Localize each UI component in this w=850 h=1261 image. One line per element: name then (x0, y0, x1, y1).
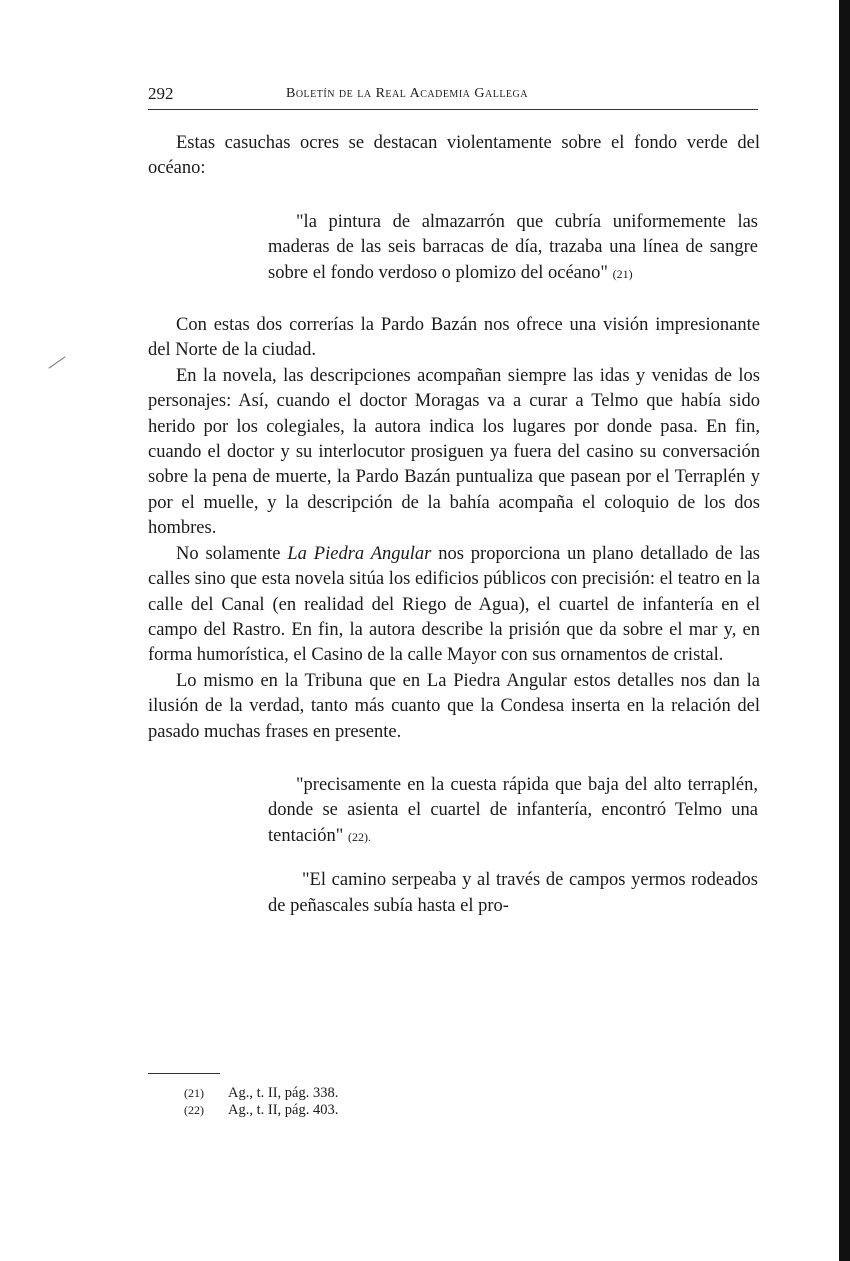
footnote-22 (148, 1102, 760, 1119)
paragraph-5: Lo mismo en la Tribuna que en La Piedra Angular estos detalles nos dan la ilusión de la verdad, tanto más cuanto que la Condesa inserta en la relación del pasado muchas frases en presente. (148, 670, 760, 742)
block-quote-2 (268, 773, 758, 850)
page-header (148, 84, 758, 110)
footnote-number: (21) (184, 1086, 204, 1100)
footnote-rule (148, 1073, 220, 1074)
paragraph-4 (148, 542, 760, 669)
running-title: Boletín de la Real Academia Gallega (286, 86, 528, 101)
quote-2-text: "precisamente en la cuesta rápida que baja del alto terraplén, donde se asienta el cuartel de infantería, encontró Telmo una tentación" (268, 774, 758, 846)
footnote-ref-22: (22). (347, 829, 371, 844)
block-quote-3 (268, 868, 758, 919)
quote-1-text: "la pintura de almazarrón que cubría uniformemente las maderas de las seis barracas de día, trazaba una línea de sangre sobre el fondo verdoso o plomizo del océano" (268, 211, 758, 283)
footnote-text: Ag., t. II, pág. 338. (228, 1085, 339, 1101)
header-rule (148, 109, 758, 110)
block-quote-1 (268, 210, 758, 287)
paragraph-1: Estas casuchas ocres se destacan violentamente sobre el fondo verde del océano: (148, 133, 760, 179)
footnote-21 (148, 1085, 760, 1102)
body-text (148, 131, 760, 919)
footnote-ref-21: (21) (612, 266, 633, 281)
quote-3-text: "El camino serpeaba y al través de campos yermos rodeados de peñascales subía hasta el pro- (268, 870, 758, 916)
scan-page-edge (839, 0, 850, 1261)
paragraph-2: Con estas dos correrías la Pardo Bazán nos ofrece una visión impresionante del Norte de la ciudad. (148, 315, 760, 361)
paragraph-4-rest: nos proporciona un plano detallado de las calles sino que esta novela sitúa los edificios públicos con precisión: el teatro en la calle del Canal (en realidad del Riego de Agua), el cuartel de infantería en el campo del Rastro. En fin, la autora describe la prisión que da sobre el mar y, en forma humorística, el Casino de la calle Mayor con sus ornamentos de cristal. (148, 543, 760, 666)
margin-pencil-mark (49, 356, 66, 368)
page-number: 292 (148, 84, 174, 103)
paragraph-4-start: No solamente (176, 543, 288, 564)
footnote-number: (22) (184, 1103, 204, 1117)
footnotes (148, 1073, 760, 1119)
paragraph-3: En la novela, las descripciones acompañan siempre las idas y venidas de los personajes: Así, cuando el doctor Moragas va a curar a Telmo que había sido herido por los colegiales, la autora indica los lugares por donde pasa. En fin, cuando el doctor y su interlocutor prosiguen ya fuera del casino su conversación sobre la pena de muerte, la Pardo Bazán puntualiza que pasean por el Terraplén y por el muelle, y la descripción de la bahía acompaña el coloquio de los dos hombres. (148, 365, 760, 539)
novel-title-italic: La Piedra Angular (287, 543, 432, 564)
footnote-text: Ag., t. II, pág. 403. (228, 1102, 339, 1118)
